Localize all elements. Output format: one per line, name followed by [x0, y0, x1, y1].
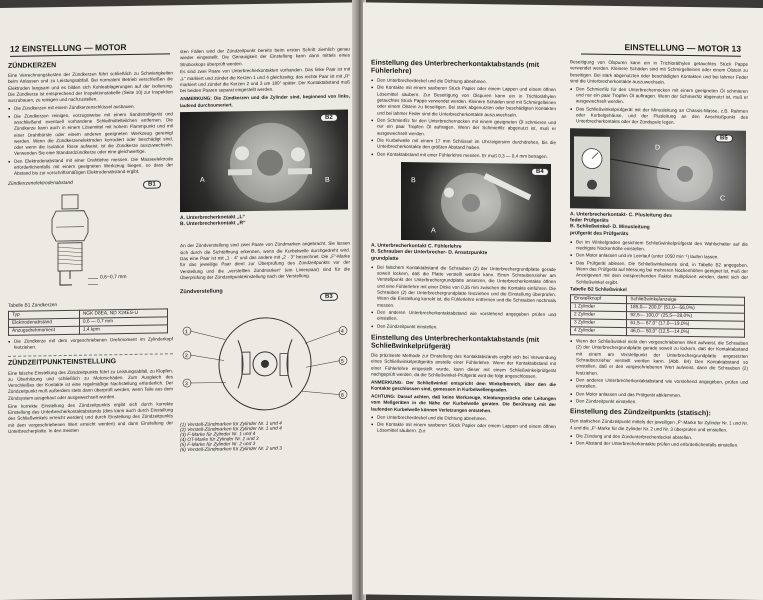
- table-row: [571, 327, 745, 337]
- advancer-drawing: [180, 303, 350, 426]
- bullet-item: ● Den Abstand der Unterbrecherkontakte prüfen und erforderlichenfalls einstellen.: [570, 440, 748, 449]
- bullet-item: ● Die Zündkerzen reinigen, vorzugsweise mit einem Sandstrahlgerät und anschließend eventuell vorhandene Schleifmittelteilchen entfernen. Die Zündkerze kann auch in einem Lösemittel mit hohem Flammpunkt und mit einer Drahtbürste oder einem anderen geeigneten Werkzeug gereinigt werden. Wenn die Zündkerzenelektroden korrodiert oder beschädigt sind, oder wenn die Isolation Risse aufweist, ist die Zündkerze auszuwechseln. Verwenden Sie eine Standardzündkerze oder eine gleichwertige.: [8, 111, 173, 158]
- figure-b4: [371, 162, 556, 243]
- figure-b2-label: B2: [320, 114, 338, 122]
- table-cell: NGK D8EA, ND X24ES-U: [79, 309, 167, 318]
- breaker-plate-photo-shapes: [180, 109, 348, 212]
- photo-caption: A. Unterbrecherkontakt- C. Plusleitung des: [570, 211, 672, 219]
- photo-caption: feder Prüfgeräts: [570, 217, 609, 224]
- svg-text:2: 2: [185, 353, 188, 360]
- table-row: [9, 325, 168, 335]
- bullet-item: ● Die Kontakte mit einem sauberen Stück Papier oder einem Lappen und einem öffnen Lösemittel säubern. Zur Beseitigung von Ölspuren kann ein in Trichloräthylen getauchtes Stück Pappe verwendet werden. Kleinere Schäden sind mit Schmirgelleinen oder einem Ölstein zu beseitigen. Bei stark abgenutzten oder beschädigten Kontakten und bei lahmer Feder sind die Unterbrecherkontakte auszuwechseln.: [371, 85, 556, 119]
- svg-text:1: 1: [185, 329, 188, 336]
- figure-b1: [8, 179, 173, 302]
- feeler-gauge-photo: [401, 162, 551, 242]
- legend-item: (6) Verstell-Zündmarken für Zylinder Nr. 2 und 3: [180, 446, 282, 454]
- table-cell: 3 Zylinder: [571, 319, 627, 328]
- svg-text:A: A: [200, 176, 205, 184]
- photo-caption: grundplatte: [371, 255, 399, 262]
- legend-item: (5) F-Marke für Zylinder Nr. 2 und 3: [180, 442, 256, 449]
- table-cell: 0,6 — 0,7 mm: [79, 317, 167, 326]
- divider: [8, 354, 173, 358]
- table-cell: Anzugsdrehmoment: [9, 326, 80, 335]
- bullet-item: ● Die Zündkerze mit dem vorgeschriebenen Drehmoment im Zylinderkopf festziehen.: [8, 336, 173, 351]
- right-page: [363, 2, 763, 600]
- figure-b3-title: Zündverstellung: [180, 288, 223, 296]
- svg-text:5: 5: [341, 359, 344, 366]
- table-cell: 61,5— 67,0° (17,0—19,0%): [627, 320, 745, 330]
- legend-item: (2) Verstell-Zündmarken für Zylinder Nr. 1 und 4: [180, 426, 282, 434]
- table-cell: Elektrodenabstand: [9, 318, 80, 327]
- figure-b5-label: B5: [715, 134, 733, 142]
- svg-text:D: D: [655, 144, 661, 152]
- left-page: [0, 2, 358, 600]
- dwell-angle-table: [570, 294, 745, 337]
- right-column-1: [371, 57, 556, 438]
- section-text: Den statischen Zündzeitpunkt mittels der jeweiligen „F“-Marke für Zylinder Nr. 1 und Nr. 4 und die „F“-Marke für die Zylinder Nr. 2 und Nr. 3 überprüfen und einstellen.: [570, 418, 748, 433]
- section-text: Die präziseste Methode zur Einstellung des Kontaktabstands ergibt sich bei Verwendung eines Schließwinkelprüfgeräts anstelle einer Fühlerlehre. Wenn der Kontaktabstand mit einer Fühlerlehre eingestellt wurde, kann dieser mit einem Schließwinkelprüfgerät nachgeprüft werden, da die Schließwinkel-Prüfgerät wird die folgt angeschlossen.: [371, 352, 556, 379]
- photo-caption: A. Unterbrecherkontakt „L“: [180, 214, 246, 222]
- bullet-item: ● Den anderen Unterbrecherkontaktabstand wie vorstehend angegeben, prüfen und einstellen.: [570, 377, 748, 392]
- bullet-item: ● Den Schmierfilz für den Unterbrechernocken mit einem geeigneten Öl schmieren und nur ein paar Tropfen Öl auftragen. Wenn der Schmierfilz abgenutzt ist, muß er ausgewechselt werden.: [570, 86, 748, 107]
- bullet-item: ● Den anderen Unterbrecherkontaktabstand wie vorstehend angegeben prüfen und einstellen.: [371, 310, 556, 325]
- section-title-zuendzeitpunkt: ZÜNDZEITPUNKTEINSTELLUNG: [8, 358, 117, 368]
- bullet-item: ● Den Motor anlassen und im Leerlauf (unter 1050 min⁻¹) laufen lassen.: [570, 253, 748, 262]
- table-cell: 2 Zylinder: [571, 311, 627, 320]
- figure-b4-label: B4: [531, 168, 549, 176]
- left-page-header: 12 EINSTELLUNG — MOTOR: [10, 41, 170, 57]
- bullet-item: ● Den Unterbrecherdeckel und die Dichtung abnehmen.: [371, 414, 556, 423]
- bullet-item: ● Die Kurbelwelle mit einem 17 mm Schlüssel im Uhrzeigersinn durchdrehen, bis die Unterbrecherkontakte den größten Abstand haben.: [371, 138, 556, 153]
- column-header: Einstellknopf: [571, 295, 627, 304]
- table-b1-caption: Tabelle B1 Zündkerzen: [8, 302, 58, 309]
- svg-text:4: 4: [341, 329, 344, 336]
- bullet-item: ● Den Schmierfilz für den Unterbrechernocken mit einem geeigneten Öl schmieren und nur ein paar Tropfen Öl auftragen. Wenn der Schmierfilz abgenutzt ist, muß er ausgewechselt werden.: [371, 118, 556, 140]
- bullet-item: ● Den Zündzeitpunkt einstellen.: [371, 323, 556, 332]
- spark-plug-drawing: [38, 192, 128, 298]
- figure-b1-caption: Zündkerzenelektrodenabstand: [8, 180, 73, 187]
- body-text: Es sind zwei Paare von Unterbrecherkontakten vorhanden. Das linke Paar ist mit „L“ markiert und zündet die Kerzen 1 und 4 gleichzeitig; das rechte Paar ist mit „R“ markiert und zündet die Kerzen 2 und 3 um 180° später. Der Kontaktabstand muß bei beiden Paaren separat eingestellt werden.: [180, 66, 350, 94]
- photo-caption: A. Unterbrecherkontakt C. Fühlerlehre: [371, 242, 462, 250]
- svg-text:3: 3: [185, 381, 188, 388]
- svg-text:C: C: [720, 195, 726, 203]
- bullet-item: ● Die Zündung und den Zündunterbrecherdeckel abstellen.: [570, 433, 748, 442]
- section-title-zuendkerzen: ZÜNDKERZEN: [8, 62, 57, 70]
- table-b2-caption: Tabelle B2 Schließwinkel: [570, 287, 627, 294]
- bullet-item: ● Die Zündkerzen mit einem Zündkerzenschlüssel ausbauen.: [8, 103, 173, 112]
- table-cell: 92,5— 100,0° (25,5—28,0%): [627, 312, 745, 322]
- figure-b2: [180, 109, 350, 212]
- svg-text:B: B: [325, 176, 330, 184]
- bullet-item: ● Den Unterbrecherdeckel und die Dichtung abnehmen.: [371, 78, 556, 87]
- bullet-item: ● Das Schließwinkelprüfgerät mit der Minusleitung an Chassis-Masse, z.B. Rahmen oder Kurbelgehäuse, und der Plusleitung an den Anschlußpunkt des Unterbrecherkontakts oder der Zündspule legen.: [570, 106, 748, 127]
- electrode-gap-label: 0,6~0,7 mm: [100, 273, 127, 281]
- feeler-gauge-photo-shapes: [401, 162, 551, 242]
- svg-text:6: 6: [341, 393, 344, 400]
- figure-b3: [180, 287, 350, 430]
- bullet-item: ● Das Prüfgerät ablesen. Die Schließwinkelwerte sind, in Tabelle B2 angegeben. Wenn das Prüfgerät auf Messung bei mehreren Nockenhöhen geeignet ist, muß der Anzeigewert mit dem entsprechenden Faktor multipliziert werden, damit sich der Schließwinkel ergibt.: [570, 260, 748, 288]
- figure-b3-label: B3: [320, 293, 338, 301]
- legend-item: (4) OT-Marke für Zylinder Nr. 2 und 3: [180, 437, 259, 444]
- bullet-item: ● Bei im Winkelgraden gesichtem Schließwinkelprüfgerät den Wahlschalter auf die niedrigste Nockenhöhe einstellen.: [570, 239, 748, 254]
- section-title-schliesswinkel: Einstellung des Unterbrecherkontaktabstands (mit Schließwinkelprüfgerät): [371, 334, 540, 351]
- body-text: An der Zündverstellung sind zwei Paare von Zündmarken angebracht. Sie lassen sich durch die Sichtöffnung erkennen, wenn die Kurbelwelle durchgedreht wird. Das eine Paar ist mit „1 · 4“ und das andere mit „2 · 3“ bezeichnet. Die „F“-Marke für das jeweilige Paar dient zur Überprüfung des Zündzeitpunkts vor der Verstellung und die „verstellten Zündmarken“ (ein Linienpaar) sind für die Überprüfung der Zündzeitpunkteinstellung nach der Verstellung.: [180, 240, 350, 281]
- svg-text:B: B: [411, 177, 416, 185]
- note-text: ANMERKUNG: Der Schließwinkel entspricht dem Winkelbereich, über den die Kontakte geschlossen sind, gemessen in Kurbelwellengraden.: [371, 379, 556, 393]
- bullet-item: ● Die Kontakte mit einem sauberen Stück Papier oder einem Lappen und einem öffnen Lösemittel säubern. Zur: [371, 421, 556, 436]
- table-cell: 4 Zylinder: [571, 327, 627, 336]
- photo-caption: prüfgerät des Prüfgeräts: [570, 229, 629, 237]
- intro-text: Eine Verrechnungskosten der Zündkerzen führt schließlich zu Schwierigkeiten beim Anlassen und zu Leistungsabfall. Bei normalem Betrieb verschleißen die Elektroden langsam und es bilden sich Kohleablagerungen auf der Isolierung. Die Zündkerze ist entsprechend der Inspektionstabelle (Seite 10) zur Inspektion auszubauen, zu reinigen und nachzustellen.: [8, 70, 173, 104]
- svg-text:A: A: [431, 227, 436, 235]
- spark-plug-table: [8, 308, 168, 336]
- right-column-2: [570, 59, 748, 450]
- section-title-statisch: Einstellung des Zündzeitpunkts (statisch):: [570, 408, 711, 418]
- bullet-item: ● Bei falschem Kontaktabstand die Schrauben (2) der Unterbrechergrundplatte gerade soweit lockern, daß die Platte verstellt werden kann. Einen Schraubenzieher am Verstellpunkt der Unterbrechergrundplatte ansetzen, die Unterbrecherkontakte öffnen und eine Fühlerlehre mit einer Dicke von 0,35 mm zwischen die Kontakte einführen. Die Schrauben (2) der Unterbrechergrundplatte festziehen und die Einstellung überprüfen. Wenn die Einstellung korrekt ist, die Fühlerlehre entfernen und die Schrauben nochmals messen.: [371, 264, 556, 311]
- bullet-item: ● Den Motor anlassen und das Prüfgerät abklemmen.: [570, 391, 748, 400]
- photo-caption: B. Schließwinkel- D. Minusleitung: [570, 223, 650, 231]
- photo-caption: B. Schrauben der Unterbrecher- D. Ansatzpunkte: [371, 248, 488, 257]
- left-column-1: [8, 57, 173, 436]
- body-text: sten Fällen wird der Zündzeitpunkt bereits beim ersten Schritt ziemlich genau wieder eingestellt. Die Genauigkeit der Einstellung kann dann mittels eines Stroboskops überprüft werden.: [180, 46, 350, 67]
- bullet-item: ● Den Zündzeitpunkt einstellen.: [570, 398, 748, 407]
- right-page-header: EINSTELLUNG — MOTOR 13: [581, 41, 741, 56]
- note-text: ANMERKUNG: Die Zündkerzen und die Zylinder sind, beginnend von links, laufend durchnumeriert.: [180, 93, 350, 108]
- photo-caption: B. Unterbrecherkontakt „R“: [180, 220, 246, 228]
- figure-b5: [570, 128, 748, 210]
- figure-b1-label: B1: [143, 180, 161, 188]
- legend-item: (1) Verstell-Zündmarken für Zylinder Nr. 1 und 4: [180, 421, 282, 429]
- table-cell: 46,0— 50,0° (12,5—14,0%): [627, 328, 745, 338]
- table-cell: 1 Zylinder: [571, 303, 627, 312]
- section-title-fuehlerlehre: Einstellung des Unterbrecherkontaktabstands (mit Fühlerlehre): [371, 59, 540, 76]
- column-header: Schließwinkelanzeige: [627, 296, 745, 306]
- bullet-item: ● Den Elektrodenabstand mit einer Drahtlehre messen. Die Masseelektrode erforderlichenfalls mit einem geeigneten Werkzeug biegen, so dass der Abstand bis zur vorschriftsmäßigen Elektrodenabstand ergibt.: [8, 156, 173, 178]
- table-cell: 185,0— 200,0° (51,0—56,0%): [627, 304, 745, 314]
- body-text: Beseitigung von Ölspuren kann ein in Trichloräthylen getauchtes Stück Pappe verwendet werden. Kleinere Schäden sind mit Schmirgelleinen oder einem Ölstein zu beseitigen. Bei stark abgenutzten oder beschädigten Kontakten und bei lahmer Feder sind die Unterbrecherkontakte auszuwechseln.: [570, 59, 748, 85]
- left-column-2: [180, 47, 350, 454]
- section-text: Eine falsche Einstellung des Zündzeitpunkts führt zu Leistungsabfall, zu Klopfen, zu Überhitzung und schließlich zu Motorschäden. Zum Ausgleich des Verschleißes der Kontakte ist eine regelmäßige Nachstellung erforderlich. Der Zündzeitpunkt muß außerdem stets dann überprüft werden, wenn Teile aus dem Zündsystem ausgebaut oder ausgewechselt wurden.: [8, 367, 173, 401]
- legend-item: (3) F-Marke für Zylinder Nr. 1 und 4: [180, 432, 256, 439]
- bullet-item: ● Wenn der Schließwinkel nicht den vorgeschriebenen Wert aufweist, die Schrauben (2) der Unterbrechergrundplatte gerade soweit zu lockern, daß der Kontaktabstand mit einem am Verstellpunkt der Unterbrechergrundplatte angesetzten Schraubenzieher verstellt werden kann. (Abb. B4) Den Kontaktabstand so einstellen, daß er den vorgeschriebenen Wert aufweist, dann die Schrauben (2) festziehen.: [570, 338, 748, 378]
- table-cell: Typ: [9, 310, 80, 319]
- breaker-points-photo: [180, 109, 348, 212]
- bullet-item: ● Den Kontaktabstand mit einer Fühlerlehre messen. Er muß 0,3 — 0,4 mm betragen.: [371, 151, 556, 160]
- section-text: Eine korrekte Einstellung des Zündzeitpunkts ergibt sich durch korrekte Einstellung des Unterbrecherkontaktabstands (dies kann auch durch Einstellung des Schließwinkels erreicht werden) und durch Einstellung des Zündzeitpunkts mit dem vorgeschriebenen Wert erreicht werden) und dann Einstellung der Unterbrecherplatte. In den meisten: [8, 400, 173, 434]
- table-cell: 1,4 kpm: [79, 325, 167, 334]
- warning-text: ACHTUNG: Darauf achten, daß keine Werkzeuge, Kleidungsstücke oder Leitungen vom Meßgeräten in die Nähe der Kurbelwelle geraten. Die Berührung mit der laufenden Kurbelwelle können Verletzungen entstehen.: [371, 393, 556, 413]
